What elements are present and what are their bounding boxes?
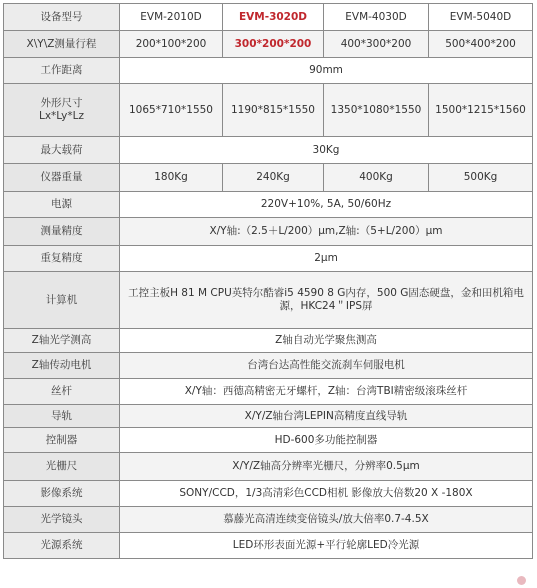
lens-label: 光学镜头	[4, 507, 120, 533]
computer-line2: 源，HKC24＂IPS屏	[279, 300, 373, 312]
max-load-row	[4, 137, 533, 164]
travel-value: 300*200*200	[223, 31, 324, 58]
accuracy-label: 测量精度	[4, 218, 120, 246]
light-label: 光源系统	[4, 533, 120, 559]
scale-value: X/Y/Z轴高分辨率光栅尺，分辨率0.5μm	[120, 453, 533, 481]
light-row	[4, 533, 533, 559]
lens-value: 慕藤光高清连续变倍镜头/放大倍率0.7-4.5X	[120, 507, 533, 533]
header-label: 设备型号	[4, 4, 120, 31]
controller-value: HD-600多功能控制器	[120, 428, 533, 453]
working-distance-value: 90mm	[120, 58, 533, 84]
spec-table	[3, 3, 533, 559]
working-distance-row	[4, 58, 533, 84]
dimensions-label-line2: Lx*Ly*Lz	[38, 110, 85, 122]
power-label: 电源	[4, 192, 120, 218]
dimensions-value: 1190*815*1550	[223, 84, 324, 137]
computer-line1: 工控主板H 81 M CPU英特尔酷睿i5 4590 8 G内存，500 G固态硬盘，金和田机箱电	[128, 287, 524, 300]
power-row	[4, 192, 533, 218]
travel-value: 200*100*200	[120, 31, 223, 58]
working-distance-label: 工作距离	[4, 58, 120, 84]
weight-value: 500Kg	[429, 164, 533, 192]
accuracy-row	[4, 218, 533, 246]
guide-row	[4, 405, 533, 428]
dimensions-value: 1500*1215*1560	[429, 84, 533, 137]
z-optical-value: Z轴自动光学聚焦测高	[120, 329, 533, 353]
max-load-value: 30Kg	[120, 137, 533, 164]
z-motor-label: Z轴传动电机	[4, 353, 120, 379]
screw-row	[4, 379, 533, 405]
dimensions-row	[4, 84, 533, 137]
max-load-label: 最大载荷	[4, 137, 120, 164]
power-value: 220V+10%, 5A, 50/60Hz	[120, 192, 533, 218]
weight-label: 仪器重量	[4, 164, 120, 192]
light-value: LED环形表面光源+平行轮廓LED冷光源	[120, 533, 533, 559]
scale-label: 光栅尺	[4, 453, 120, 481]
repeatability-value: 2μm	[120, 246, 533, 272]
computer-row	[4, 272, 533, 329]
computer-label: 计算机	[4, 272, 120, 329]
model-4030d: EVM-4030D	[324, 4, 429, 31]
controller-label: 控制器	[4, 428, 120, 453]
model-3020d: EVM-3020D	[223, 4, 324, 31]
watermark-icon	[517, 576, 526, 585]
weight-value: 240Kg	[223, 164, 324, 192]
imaging-label: 影像系统	[4, 481, 120, 507]
z-optical-row	[4, 329, 533, 353]
dimensions-value: 1350*1080*1550	[324, 84, 429, 137]
weight-value: 180Kg	[120, 164, 223, 192]
model-2010d: EVM-2010D	[120, 4, 223, 31]
model-5040d: EVM-5040D	[429, 4, 533, 31]
travel-row	[4, 31, 533, 58]
z-optical-label: Z轴光学测高	[4, 329, 120, 353]
dimensions-label-line1: 外形尺寸	[40, 97, 83, 110]
computer-value	[120, 272, 533, 329]
screw-label: 丝杆	[4, 379, 120, 405]
repeatability-row	[4, 246, 533, 272]
weight-value: 400Kg	[324, 164, 429, 192]
accuracy-value: X/Y轴:（2.5＋L/200）μm,Z轴:（5+L/200）μm	[120, 218, 533, 246]
guide-label: 导轨	[4, 405, 120, 428]
dimensions-value: 1065*710*1550	[120, 84, 223, 137]
travel-value: 400*300*200	[324, 31, 429, 58]
guide-value: X/Y/Z轴台湾LEPIN高精度直线导轨	[120, 405, 533, 428]
imaging-row	[4, 481, 533, 507]
controller-row	[4, 428, 533, 453]
travel-value: 500*400*200	[429, 31, 533, 58]
travel-label: X\Y\Z测量行程	[4, 31, 120, 58]
watermark-logo	[517, 576, 529, 586]
screw-value: X/Y轴：西德高精密无牙螺杆，Z轴：台湾TBI精密级滚珠丝杆	[120, 379, 533, 405]
header-row	[4, 4, 533, 31]
z-motor-value: 台湾台达高性能交流刹车伺服电机	[120, 353, 533, 379]
z-motor-row	[4, 353, 533, 379]
lens-row	[4, 507, 533, 533]
weight-row	[4, 164, 533, 192]
dimensions-label	[4, 84, 120, 137]
repeatability-label: 重复精度	[4, 246, 120, 272]
imaging-value: SONY/CCD，1/3高清彩色CCD相机 影像放大倍数20 X -180X	[120, 481, 533, 507]
scale-row	[4, 453, 533, 481]
